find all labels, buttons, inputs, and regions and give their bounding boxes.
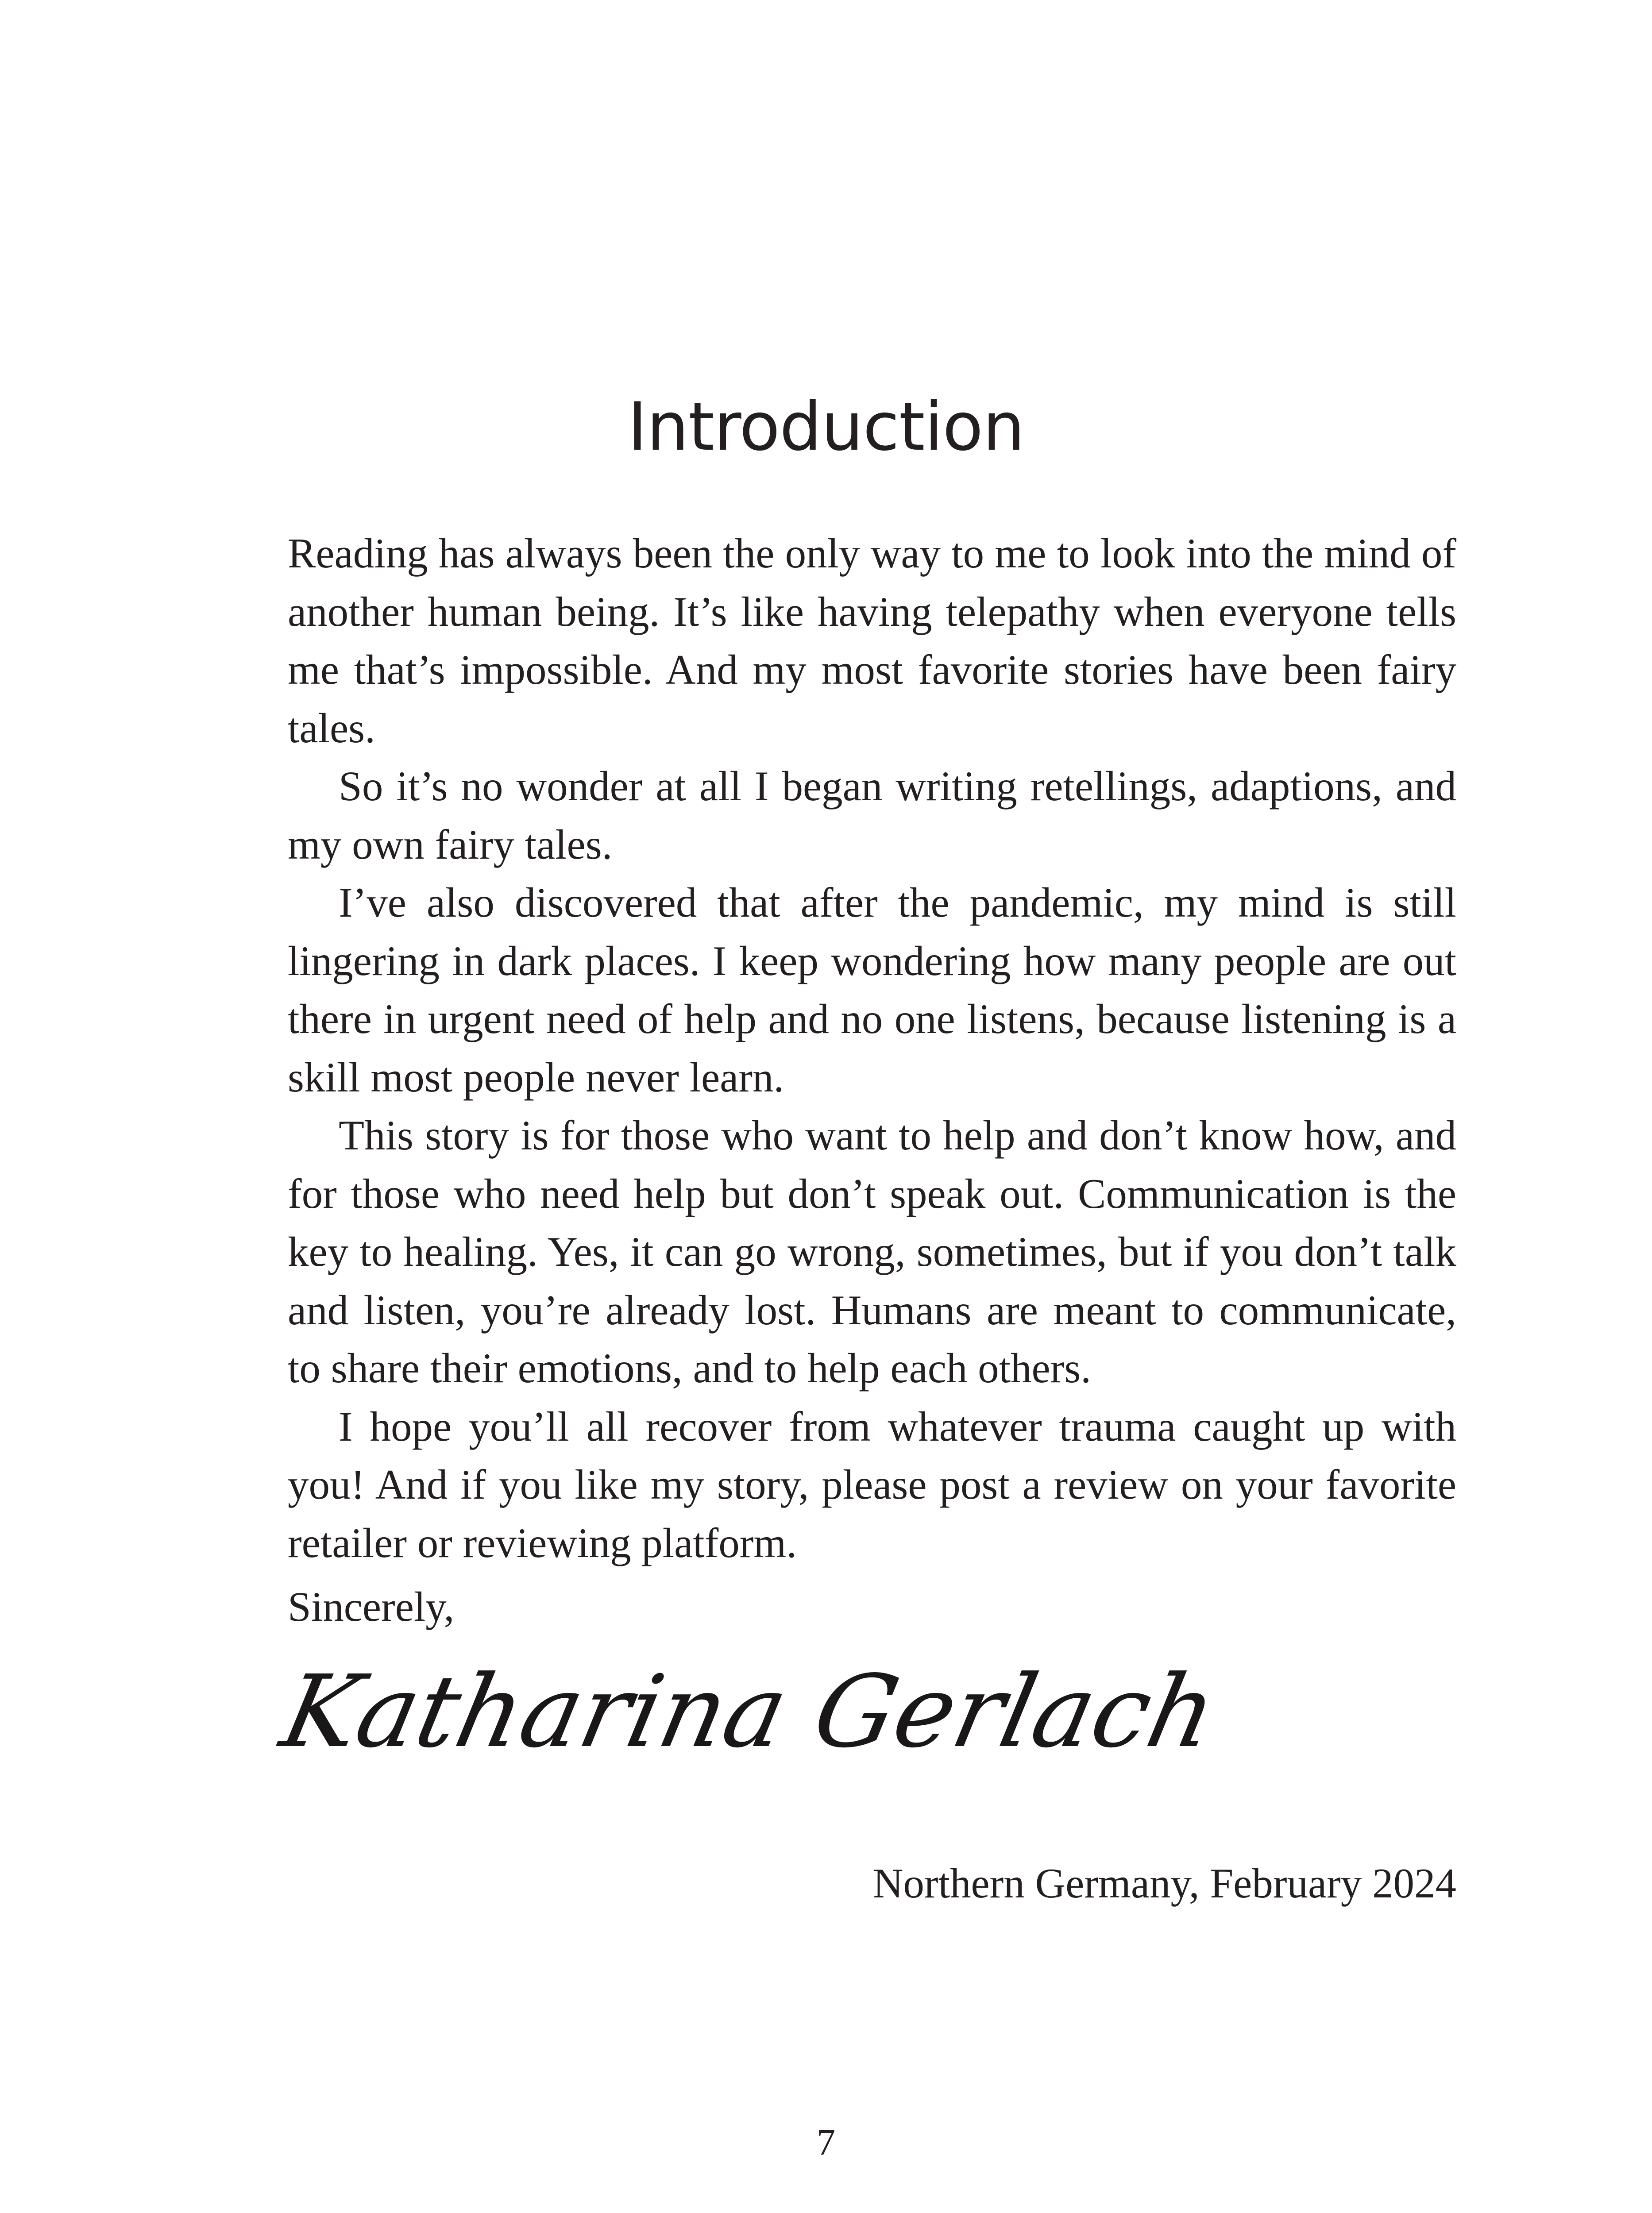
paragraph: Reading has always been the only way to me to look into the mind of another human being. It’s like having telepathy when everyone tells me that’s impossible. And my most favorite stories have been fairy tales. (288, 530, 1456, 752)
paragraph: I hope you’ll all recover from whatever trauma caught up with you! And if you like my story, please post a review on your favorite retailer or reviewing platform. (288, 1403, 1456, 1566)
closing-salutation: Sincerely, (288, 1583, 455, 1630)
paragraph: This story is for those who want to help and don’t know how, and for those who need help but don’t speak out. Communication is the key to healing. Yes, it can go wrong, sometimes, but if you don’t talk and listen, you’re already lost. Humans are meant to communicate, to share their emotions, and to help each others. (288, 1112, 1456, 1392)
chapter-title: Introduction (627, 389, 1025, 466)
signature-text: Katharina Gerlach (272, 1654, 1226, 1770)
introduction-body (288, 524, 1456, 1572)
handwritten-signature (272, 1654, 1226, 1801)
page-number: 7 (816, 2121, 836, 2163)
paragraph: So it’s no wonder at all I began writing retellings, adaptions, and my own fairy tales. (288, 763, 1456, 868)
paragraph: I’ve also discovered that after the pandemic, my mind is still lingering in dark places. I keep wondering how many people are out there in urgent need of help and no one listens, because listening is a skill most people never learn. (288, 879, 1456, 1101)
place-and-date: Northern Germany, February 2024 (872, 1860, 1456, 1907)
